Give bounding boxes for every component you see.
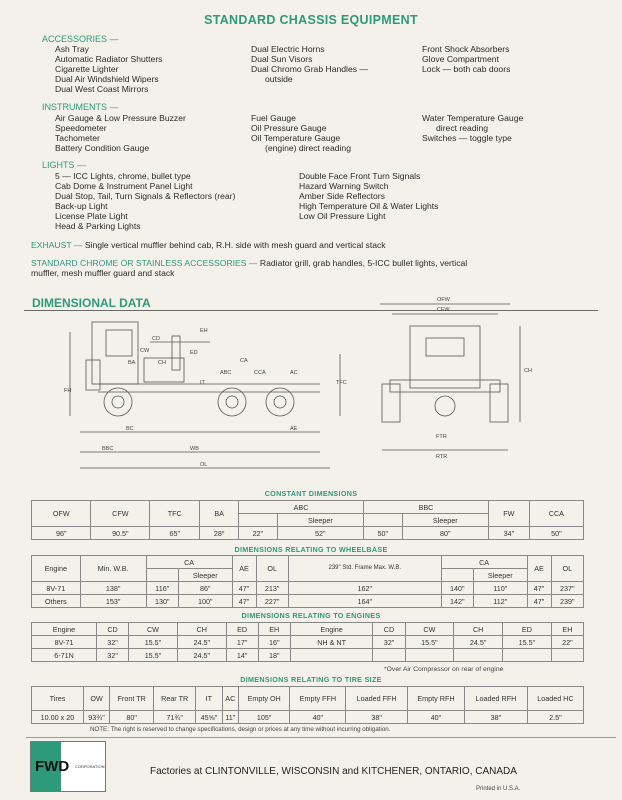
cell: 239" xyxy=(551,595,583,608)
list-item: Ash Tray xyxy=(55,44,89,54)
header-cell: CH xyxy=(177,623,226,636)
cell: 2.5" xyxy=(527,711,583,724)
header-cell: CW xyxy=(405,623,454,636)
dim-label: ED xyxy=(190,350,198,356)
chrome-label: STANDARD CHROME OR STAINLESS ACCESSORIES — xyxy=(31,258,258,268)
cell xyxy=(405,649,454,662)
header-cell: OL xyxy=(256,556,288,582)
engines-table xyxy=(31,622,584,662)
header-cell: TFC xyxy=(150,501,200,527)
list-item: 5 — ICC Lights, chrome, bullet type xyxy=(55,171,191,181)
wheelbase-table xyxy=(31,555,584,608)
cell: 71¾" xyxy=(154,711,196,724)
dim-label: EH xyxy=(200,328,208,334)
list-item: Fuel Gauge xyxy=(251,113,296,123)
list-item: Back-up Light xyxy=(55,201,108,211)
dimensional-data-heading: DIMENSIONAL DATA xyxy=(32,296,151,310)
cell: NH & NT xyxy=(290,636,373,649)
cell: 15.5" xyxy=(503,636,552,649)
dim-label: CH xyxy=(158,360,166,366)
cell: 80" xyxy=(402,527,488,540)
header-cell: Sleeper xyxy=(473,569,527,582)
cell: 80" xyxy=(110,711,154,724)
header-cell: Empty RFH xyxy=(407,687,464,711)
header-cell: AE xyxy=(232,556,256,582)
list-item: Front Shock Absorbers xyxy=(422,44,510,54)
dim-label: TFC xyxy=(336,380,347,386)
chrome-text2: muffler, mesh muffler guard and stack xyxy=(31,268,175,278)
list-item: (engine) direct reading xyxy=(265,143,351,153)
list-item: Air Gauge & Low Pressure Buzzer xyxy=(55,113,186,123)
header-cell: Tires xyxy=(32,687,84,711)
dim-label: CA xyxy=(240,358,248,364)
header-cell: Min. W.B. xyxy=(80,556,146,582)
cell: 112" xyxy=(473,595,527,608)
cell: 16" xyxy=(258,636,290,649)
dim-label: CD xyxy=(152,336,160,342)
cell: 15.5" xyxy=(129,649,178,662)
list-item: Speedometer xyxy=(55,123,107,133)
cell: 22" xyxy=(551,636,583,649)
fwd-logo xyxy=(30,741,106,792)
lights-col2 xyxy=(299,171,438,221)
lights-col1 xyxy=(55,171,235,231)
table-row xyxy=(32,556,584,569)
instruments-heading: INSTRUMENTS — xyxy=(42,102,119,112)
chrome-line xyxy=(31,258,467,268)
instruments-col3 xyxy=(422,113,523,143)
table-row xyxy=(32,595,584,608)
logo-sub: CORPORATION xyxy=(75,764,105,769)
cell: 8V-71 xyxy=(32,582,81,595)
cell: 40" xyxy=(407,711,464,724)
rear-bumper xyxy=(390,380,500,392)
dim-label: ABC xyxy=(220,370,232,376)
cell: 105" xyxy=(239,711,290,724)
cell: 8V-71 xyxy=(32,636,97,649)
dim-label: CW xyxy=(140,348,150,354)
header-cell: OL xyxy=(551,556,583,582)
cell: 11" xyxy=(222,711,239,724)
table-row xyxy=(32,582,584,595)
list-item: Dual Air Windshield Wipers xyxy=(55,74,159,84)
dim-label: AE xyxy=(290,426,298,432)
cab-outline xyxy=(92,322,138,384)
cell: 153" xyxy=(80,595,146,608)
list-item: High Temperature Oil & Water Lights xyxy=(299,201,439,211)
list-item: Battery Condition Gauge xyxy=(55,143,150,153)
header-cell: Empty FFH xyxy=(290,687,346,711)
header-cell: CA xyxy=(441,556,527,569)
dim-label: FTR xyxy=(436,434,447,440)
list-item: Cab Dome & Instrument Panel Light xyxy=(55,181,193,191)
chassis-dimension-diagram xyxy=(40,292,560,482)
cell: 14" xyxy=(226,649,258,662)
header-cell: Loaded FFH xyxy=(346,687,407,711)
header-cell: CFW xyxy=(91,501,150,527)
list-item: Low Oil Pressure Light xyxy=(299,211,386,221)
header-cell: Front TR xyxy=(110,687,154,711)
muffler-stack xyxy=(172,336,180,370)
list-item: Dual Stop, Tail, Turn Signals & Reflectors (rear) xyxy=(55,191,236,201)
tire-note: NOTE: The right is reserved to change specifications, design or prices at any time without incurring obligation. xyxy=(90,726,391,733)
cell: 32" xyxy=(97,636,129,649)
rear-window xyxy=(426,338,464,356)
engines-note: *Over Air Compressor on rear of engine xyxy=(384,666,504,673)
wheelbase-caption: DIMENSIONS RELATING TO WHEELBASE xyxy=(234,545,388,554)
instruments-col2 xyxy=(251,113,351,153)
cell: 15.5" xyxy=(129,636,178,649)
cell: 47" xyxy=(527,582,551,595)
header-cell: CCA xyxy=(529,501,583,527)
header-cell: Sleeper xyxy=(402,514,488,527)
table-row xyxy=(32,687,584,711)
cell: 47" xyxy=(527,595,551,608)
dim-label: OL xyxy=(200,462,208,468)
differential xyxy=(435,396,455,416)
accessories-col3 xyxy=(422,44,510,74)
cell: 116" xyxy=(146,582,178,595)
list-item: Oil Pressure Gauge xyxy=(251,123,327,133)
list-item: Oil Temperature Gauge xyxy=(251,133,341,143)
cell xyxy=(373,649,405,662)
header-cell xyxy=(239,514,278,527)
cell: 22" xyxy=(239,527,278,540)
header-cell: CD xyxy=(373,623,405,636)
header-cell: ABC xyxy=(239,501,364,514)
cell: 32" xyxy=(373,636,405,649)
dim-label: IT xyxy=(200,380,205,386)
header-cell: Rear TR xyxy=(154,687,196,711)
table-row xyxy=(32,711,584,724)
printed-text: Printed in U.S.A. xyxy=(476,786,521,792)
accessories-col2 xyxy=(251,44,368,84)
chrome-text1: Radiator grill, grab handles, 5-ICC bullet lights, vertical xyxy=(259,258,468,268)
header-cell: OW xyxy=(83,687,109,711)
header-cell: Engine xyxy=(290,623,373,636)
header-cell: EH xyxy=(551,623,583,636)
table-row xyxy=(32,527,584,540)
header-cell: CA xyxy=(146,556,232,569)
cell: 40" xyxy=(290,711,346,724)
list-item: Head & Parking Lights xyxy=(55,221,141,231)
header-cell: AE xyxy=(527,556,551,582)
list-item: outside xyxy=(265,74,293,84)
table-row xyxy=(32,649,584,662)
constant-caption: CONSTANT DIMENSIONS xyxy=(264,489,358,498)
tire-table xyxy=(31,686,584,724)
cell: 45⅝" xyxy=(196,711,222,724)
dim-label: BBC xyxy=(102,446,114,452)
cell xyxy=(290,649,373,662)
lights-heading: LIGHTS — xyxy=(42,160,87,170)
list-item: Water Temperature Gauge xyxy=(422,113,524,123)
cell: 24.5" xyxy=(177,636,226,649)
header-cell: CW xyxy=(129,623,178,636)
list-item: direct reading xyxy=(436,123,489,133)
rear-tire-left xyxy=(382,384,400,422)
dim-label: RTR xyxy=(436,454,448,460)
cell: 213" xyxy=(256,582,288,595)
header-cell: Loaded HC xyxy=(527,687,583,711)
dim-label: AC xyxy=(290,370,298,376)
header-cell: Sleeper xyxy=(277,514,363,527)
cell: 24.5" xyxy=(177,649,226,662)
cell xyxy=(454,649,503,662)
factories-text: Factories at CLINTONVILLE, WISCONSIN and KITCHENER, ONTARIO, CANADA xyxy=(150,766,517,777)
page-title: STANDARD CHASSIS EQUIPMENT xyxy=(204,13,418,27)
table-row xyxy=(32,501,584,514)
list-item: Double Face Front Turn Signals xyxy=(299,171,421,181)
header-cell: Engine xyxy=(32,556,81,582)
list-item: Dual Chromo Grab Handles — xyxy=(251,64,369,74)
list-item: Dual Electric Horns xyxy=(251,44,325,54)
cell xyxy=(503,649,552,662)
list-item: Glove Compartment xyxy=(422,54,499,64)
list-item: Amber Side Reflectors xyxy=(299,191,385,201)
cell: 130" xyxy=(146,595,178,608)
dim-label: OFW xyxy=(437,297,450,303)
cell: 100" xyxy=(178,595,232,608)
dim-label: BC xyxy=(126,426,134,432)
header-cell: CH xyxy=(454,623,503,636)
header-cell xyxy=(441,569,473,582)
list-item: Tachometer xyxy=(55,133,100,143)
header-cell: FW xyxy=(488,501,529,527)
table-row xyxy=(32,623,584,636)
header-cell: Loaded RFH xyxy=(465,687,528,711)
header-cell: IT xyxy=(196,687,222,711)
list-item: Hazard Warning Switch xyxy=(299,181,389,191)
accessories-heading: ACCESSORIES — xyxy=(42,34,119,44)
header-cell: OFW xyxy=(32,501,91,527)
header-cell: EH xyxy=(258,623,290,636)
cell: 28" xyxy=(200,527,239,540)
header-cell: AC xyxy=(222,687,239,711)
list-item: License Plate Light xyxy=(55,211,128,221)
tire-caption: DIMENSIONS RELATING TO TIRE SIZE xyxy=(240,675,382,684)
cell: 96" xyxy=(32,527,91,540)
cell: 34" xyxy=(488,527,529,540)
cell: 47" xyxy=(232,582,256,595)
header-cell: Sleeper xyxy=(178,569,232,582)
cell: 52" xyxy=(277,527,363,540)
header-cell: CD xyxy=(97,623,129,636)
dim-label: WB xyxy=(190,446,199,452)
list-item: Lock — both cab doors xyxy=(422,64,511,74)
dim-label: CFW xyxy=(437,307,450,313)
cell: 50" xyxy=(529,527,583,540)
cell: 18" xyxy=(258,649,290,662)
cell: 86" xyxy=(178,582,232,595)
list-item: Dual West Coast Mirrors xyxy=(55,84,149,94)
dim-label: FH xyxy=(64,388,72,394)
header-cell: Engine xyxy=(32,623,97,636)
instruments-col1 xyxy=(55,113,186,153)
cell: 38" xyxy=(346,711,407,724)
cell: 47" xyxy=(232,595,256,608)
cell: 140" xyxy=(441,582,473,595)
list-item: Automatic Radiator Shutters xyxy=(55,54,163,64)
header-cell xyxy=(363,514,402,527)
dim-label: BA xyxy=(128,360,136,366)
divider xyxy=(26,737,616,738)
cell: 15.5" xyxy=(405,636,454,649)
dim-label: CCA xyxy=(254,370,266,376)
constant-table xyxy=(31,500,584,540)
cell: 65" xyxy=(150,527,200,540)
front-hub xyxy=(112,396,124,408)
rear-tire-right xyxy=(490,384,508,422)
accessories-col1 xyxy=(55,44,162,94)
cell: 142" xyxy=(441,595,473,608)
header-cell: ED xyxy=(503,623,552,636)
rear-cab-outline xyxy=(410,326,480,388)
logo-text: FWD xyxy=(35,758,70,775)
cell: 237" xyxy=(551,582,583,595)
header-cell: BA xyxy=(200,501,239,527)
front-bumper xyxy=(86,360,100,390)
cell: 162" xyxy=(288,582,441,595)
cell: 227" xyxy=(256,595,288,608)
list-item: Cigarette Lighter xyxy=(55,64,119,74)
cell: 90.5" xyxy=(91,527,150,540)
list-item: Switches — toggle type xyxy=(422,133,512,143)
table-row xyxy=(32,636,584,649)
cell: Others xyxy=(32,595,81,608)
cell: 164" xyxy=(288,595,441,608)
header-cell: Empty OH xyxy=(239,687,290,711)
exhaust-line xyxy=(31,240,386,250)
rear-hub-2 xyxy=(274,396,286,408)
cell: 6-71N xyxy=(32,649,97,662)
cell: 32" xyxy=(97,649,129,662)
list-item: Dual Sun Visors xyxy=(251,54,313,64)
header-cell: 239" Std. Frame Max. W.B. xyxy=(288,556,441,582)
cell xyxy=(551,649,583,662)
cell: 110" xyxy=(473,582,527,595)
engines-caption: DIMENSIONS RELATING TO ENGINES xyxy=(241,611,381,620)
rear-hub-1 xyxy=(226,396,238,408)
header-cell: BBC xyxy=(363,501,488,514)
cell: 17" xyxy=(226,636,258,649)
cell: 50" xyxy=(363,527,402,540)
dim-label: CH xyxy=(524,368,532,374)
cell: 10.00 x 20 xyxy=(32,711,84,724)
cell: 138" xyxy=(80,582,146,595)
header-cell xyxy=(146,569,178,582)
cab-window xyxy=(106,330,132,356)
exhaust-text: Single vertical muffler behind cab, R.H. side with mesh guard and vertical stack xyxy=(84,240,386,250)
cell: 38" xyxy=(465,711,528,724)
header-cell: ED xyxy=(226,623,258,636)
cell: 24.5" xyxy=(454,636,503,649)
cell: 93¾" xyxy=(83,711,109,724)
exhaust-label: EXHAUST — xyxy=(31,240,83,250)
